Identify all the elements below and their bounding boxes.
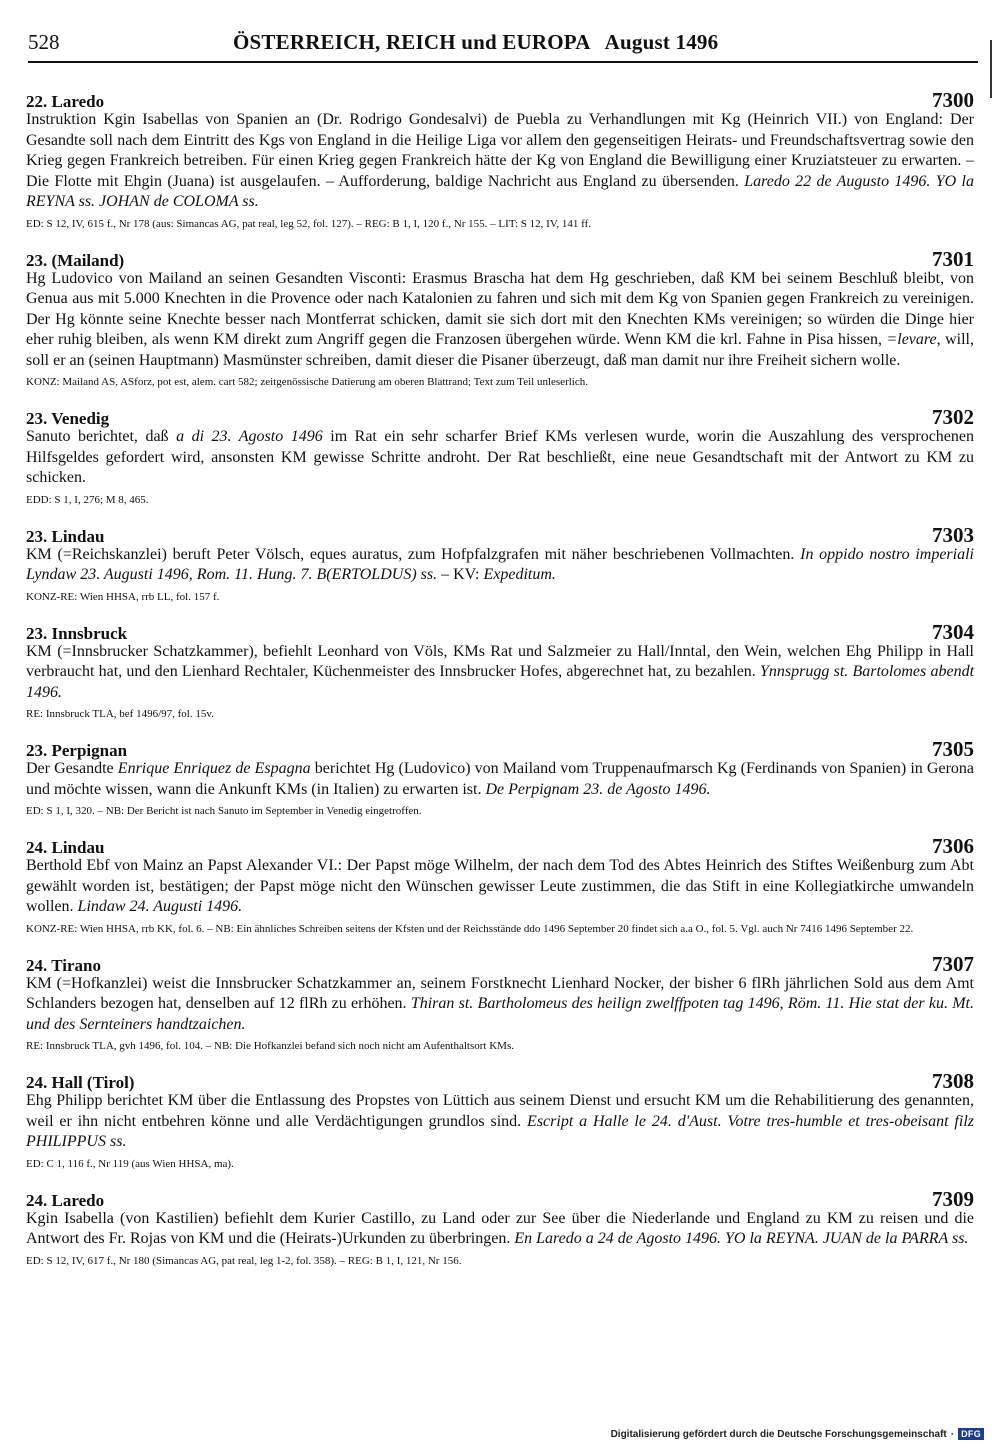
entry-source: ED: S 12, IV, 617 f., Nr 180 (Simancas AG, pat real, leg 1-2, fol. 358). – REG: B 1, I, 121, Nr 156.: [26, 1254, 462, 1267]
entry-text: [26, 110, 974, 213]
entry-italic-text: In oppido nostro imperiali Lyndaw 23. Augusti 1496, Rom. 11. Hung. 7. B(ERTOLDUS) ss.: [26, 545, 974, 583]
regest-entry: [26, 405, 974, 507]
entry-date-place: 23. Lindau: [26, 526, 105, 546]
entry-heading: [26, 405, 974, 427]
entry-body-text: , will, soll er an (seinen Hauptmann) Masmünster schreiben, damit dieser die Pisaner überzeugt, daß man damit nur ihre Freiheit sichern wolle.: [26, 331, 975, 369]
entry-text: [26, 856, 974, 918]
entry-body-text: KM (=Innsbrucker Schatzkammer), befiehlt Leonhard von Völs, KMs Rat und Salzmeier zu Hall/Inntal, den Wein, welchen Ehg Philipp in Hall verbraucht hat, und den Lienhard Rechtaler, Küchenmeister des Innsbrucker Hofes, abgerechnet hat, zu bezahlen.: [26, 642, 974, 680]
entry-heading: [26, 88, 974, 110]
entry-italic-text: Ynnsprugg st. Bartolomes abendt 1496.: [26, 663, 975, 701]
entry-date-place: 23. Perpignan: [26, 741, 128, 760]
entry-heading: [26, 737, 974, 759]
regest-entry: [26, 1069, 974, 1171]
entry-body-text: KM (=Reichskanzlei) beruft Peter Völsch, eques auratus, zum Hofpfalzgrafen mit näher beschriebenen Vollmachten.: [26, 545, 801, 563]
entry-italic-text: a di 23. Agosto 1496: [176, 428, 323, 445]
entry-source: ED: C 1, 116 f., Nr 119 (aus Wien HHSA, ma).: [26, 1157, 234, 1170]
entry-body-text: Der Gesandte: [26, 760, 118, 777]
entry-body-text: Sanuto berichtet, daß: [26, 428, 177, 445]
regesta-list: [26, 88, 974, 1284]
entry-date-place: 23. (Mailand): [26, 250, 125, 270]
entry-heading: [26, 834, 974, 856]
regest-entry: [26, 523, 974, 604]
regest-entry: [26, 247, 974, 390]
entry-number: 7300: [932, 88, 974, 112]
regest-entry: [26, 620, 974, 722]
entry-number: 7307: [932, 951, 974, 976]
regest-entry: [26, 88, 974, 231]
entry-italic-text: Laredo 22 de Augusto 1496. YO la REYNA ss. JOHAN de COLOMA ss.: [26, 172, 974, 210]
entry-source: KONZ-RE: Wien HHSA, rrb LL, fol. 157 f.: [26, 590, 220, 603]
entry-source: RE: Innsbruck TLA, gvh 1496, fol. 104. – NB: Die Hofkanzlei befand sich noch nicht am Aufenthaltsort KMs.: [26, 1040, 514, 1052]
entry-source: KONZ: Mailand AS, ASforz, pot est, alem. cart 582; zeitgenössische Datierung am oberen Blattrand; Text zum Teil unleserlich.: [26, 376, 588, 388]
entry-italic-text: Thiran st. Bartholomeus des heilign zwelffpoten tag 1496, Röm. 11. Hie stat der ku. Mt. und des Sernteiners handtzaichen.: [26, 995, 975, 1033]
page-number: 528: [28, 30, 60, 54]
entry-text: [26, 759, 974, 800]
entry-number: 7309: [932, 1186, 974, 1211]
entry-body-text: Kgin Isabella (von Kastilien) befiehlt dem Kurier Castillo, zu Land oder zur See über die Niederlande und England zu KM zu reisen und die Antwort des Fr. Rojas von KM und die (Heirats-)Urkunden zu überbringen.: [26, 1209, 974, 1247]
margin-mark: [990, 40, 992, 98]
regest-entry: [26, 834, 974, 936]
entry-italic-text: Enrique Enriquez de Espagna: [117, 760, 311, 777]
entry-heading: [26, 1187, 974, 1209]
header-rule: [28, 61, 978, 63]
entry-body-text: KM (=Hofkanzlei) weist die Innsbrucker Schatzkammer an, seinem Forstknecht Lienhard Nocker, der bisher 6 flRh jährlichen Sold aus dem Amt Schlanders bezogen hat, denselben auf 12 flRh zu erhöhen.: [26, 974, 974, 1012]
entry-source: ED: S 12, IV, 615 f., Nr 178 (aus: Simancas AG, pat real, leg 52, fol. 127). – REG: B 1, I, 120 f., Nr 155. – LIT: S 12, IV, 141 ff.: [26, 217, 591, 230]
entry-body-text: Hg Ludovico von Mailand an seinen Gesandten Visconti: Erasmus Brascha hat dem Hg geschrieben, daß KM bei seinem Beschluß bleibt, von Genua aus mit 5.000 Knechten in die Provence oder nach Katalonien zu fahren und sich mit dem Kg von Spanien gegen Frankreich zu vereinigen. Der Hg könnte seine Knechte besser nach Montferrat schicken, damit sie sich dort mit den Knechten KMs vereinigen; so würden die Dinge hier eher ruhig bleiben, als wenn KM direkt zum Angriff gegen die Franzosen übergehen würde. Wenn KM die krl. Fahne in Pisa hissen,: [26, 269, 974, 348]
entry-text: [26, 642, 974, 704]
entry-italic-text: De Perpignam 23. de Agosto 1496.: [485, 780, 711, 798]
entry-number: 7302: [932, 405, 974, 429]
entry-date-place: 23. Innsbruck: [26, 623, 128, 643]
entry-number: 7301: [932, 246, 974, 271]
entry-heading: [26, 620, 974, 642]
entry-heading: [26, 952, 974, 974]
entry-date-place: 23. Venedig: [26, 409, 110, 428]
entry-text: [26, 1209, 974, 1250]
entry-text: [26, 427, 974, 489]
regest-entry: [26, 737, 974, 818]
entry-heading: [26, 247, 974, 269]
entry-source: KONZ-RE: Wien HHSA, rrb KK, fol. 6. – NB: Ein ähnliches Schreiben seitens der Kfsten und der Reichsstände ddo 1496 September 20 findet sich a.a O., fol. 5. Vgl. auch Nr 7416 1496 September 22.: [26, 922, 914, 935]
entry-date-place: 24. Tirano: [26, 955, 101, 975]
entry-source: ED: S 1, I, 320. – NB: Der Bericht ist nach Sanuto im September in Venedig eingetroffen.: [26, 805, 422, 817]
entry-body-text: berichtet Hg (Ludovico) von Mailand vom Truppenaufmarsch Kg (Ferdinands von Spanien) in Gerona und möchte wissen, wann die Ankunft KMs (in Italien) zu erwarten ist.: [26, 760, 975, 798]
dfg-logo-icon: DFG: [958, 1428, 984, 1440]
entry-text: [26, 545, 974, 586]
entry-number: 7304: [932, 619, 974, 644]
page-header: [28, 30, 973, 62]
entry-text: [26, 1091, 974, 1153]
entry-body-text: Ehg Philipp berichtet KM über die Entlassung des Propstes von Lüttich aus seinem Dienst und ersucht KM um die Rehabilitierung des genannten, weil er ihn nicht entbehren könne und alle Verdächtigungen grundlos sind.: [26, 1092, 974, 1130]
footer-credit: Digitalisierung gefördert durch die Deutsche Forschungsgemeinschaft · DFG: [611, 1428, 984, 1440]
entry-italic-text: En Laredo a 24 de Agosto 1496. YO la REYNA. JUAN de la PARRA ss.: [514, 1230, 969, 1247]
entry-heading: [26, 1069, 974, 1091]
entry-number: 7308: [932, 1069, 974, 1093]
entry-source: RE: Innsbruck TLA, bef 1496/97, fol. 15v.: [26, 708, 214, 720]
entry-date-place: 24. Hall (Tirol): [26, 1073, 135, 1092]
regest-entry: [26, 952, 974, 1054]
entry-italic-text: Escript a Halle le 24. d'Aust. Votre tres-humble et tres-obeisant filz PHILIPPUS ss.: [26, 1112, 974, 1150]
entry-date-place: 24. Laredo: [26, 1190, 105, 1210]
entry-date-place: 22. Laredo: [26, 92, 105, 111]
entry-number: 7306: [932, 834, 974, 858]
entry-source: EDD: S 1, I, 276; M 8, 465.: [26, 493, 149, 506]
entry-body-text: Instruktion Kgin Isabellas von Spanien an (Dr. Rodrigo Gondesalvi) de Puebla zu Verhandlungen mit Kg (Heinrich VII.) von England: Der Gesandte soll nach dem Eintritt des Kgs von England in die Heilige Liga vor allem den gegenseitigen Heirats- und Freundschaftsvertrag sowie den Krieg gegen Frankreich betreiben. Für einen Krieg gegen Frankreich hätte der Kg von England die Bewilligung einer Kruziatsteuer zu erwarten. – Die Flotte mit Ehgin (Juana) ist ausgelaufen. – Aufforderung, baldige Nachricht aus England zu übersenden.: [26, 111, 974, 190]
regest-entry: [26, 1187, 974, 1268]
entry-body-text: Berthold Ebf von Mainz an Papst Alexander VI.: Der Papst möge Wilhelm, der nach dem Tod des Abtes Heinrich des Stiftes Weißenburg zum Abt gewählt worden ist, bestätigen; der Papst möge nicht den Wünschen gewisser Leute zustimmen, die das Stift in eine Kollegiatkirche umwandeln wollen.: [26, 857, 974, 915]
entry-body-text: – KV:: [437, 566, 484, 583]
entry-italic-text: =levare: [886, 331, 937, 348]
entry-number: 7303: [932, 522, 974, 547]
entry-text: [26, 974, 974, 1036]
funding-credit-text: Digitalisierung gefördert durch die Deutsche Forschungsgemeinschaft: [610, 1428, 947, 1440]
entry-italic-text: Expeditum.: [483, 566, 556, 583]
entry-body-text: im Rat ein sehr scharfer Brief KMs verlesen wurde, worin die Auszahlung des versprochenen Hilfsgeldes gefordert wird, ansonsten KM gewisse Schritte androht. Der Rat beschließt, eine neue Gesandtschaft mit der Antwort zu KM zu schicken.: [26, 428, 974, 486]
entry-italic-text: Lindaw 24. Augusti 1496.: [77, 898, 243, 915]
running-title: ÖSTERREICH, REICH und EUROPA August 1496: [233, 30, 719, 54]
entry-text: [26, 269, 974, 372]
entry-date-place: 24. Lindau: [26, 838, 105, 857]
entry-heading: [26, 523, 974, 545]
entry-number: 7305: [932, 737, 974, 761]
